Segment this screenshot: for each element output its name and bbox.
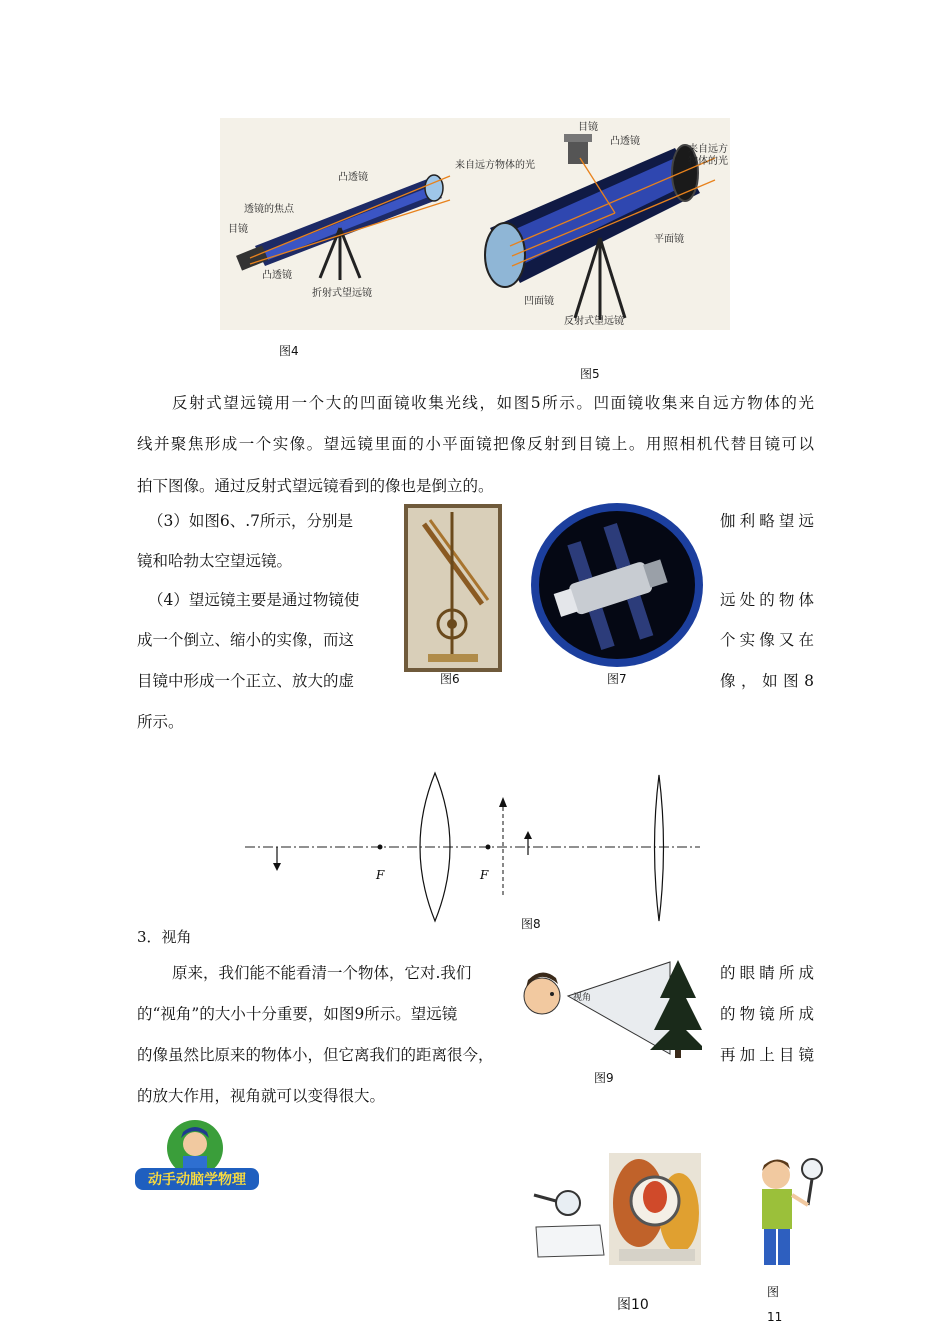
fig8-caption: 图8 [521, 917, 541, 931]
para3-right1: 远处的物体 [720, 591, 814, 609]
fig5-label-convex: 凸透镜 [610, 136, 640, 147]
para4-left4: 的放大作用，视角就可以变得很大。 [137, 1087, 386, 1105]
fig5-caption: 图5 [580, 367, 600, 381]
para1-line2: 线并聚焦形成一个实像。望远镜里面的小平面镜把像反射到目镜上。用照相机代替目镜可以 [137, 435, 814, 453]
fig7-hubble-image [530, 502, 704, 668]
para2-right1: 伽利略望远 [720, 512, 814, 530]
para3-left4: 所示。 [137, 713, 184, 731]
eyepiece-lens [655, 775, 664, 921]
para4-right1: 的眼睛所成 [720, 964, 814, 982]
telescopes-svg [220, 118, 730, 330]
para2-left2: 镜和哈勃太空望远镜。 [137, 552, 293, 570]
fig9-angle-label: 视角 [573, 993, 592, 1003]
para3-left3: 目镜中形成一个正立、放大的虚 [137, 672, 355, 690]
para1-line1: 反射式望远镜用一个大的凹面镜收集光线，如图5所示。凹面镜收集来自远方物体的光 [172, 394, 814, 412]
para1-line3: 拍下图像。通过反射式望远镜看到的像也是倒立的。 [137, 477, 494, 495]
focal-label-right: F [480, 868, 489, 882]
fig6-galileo-telescope-image [404, 504, 502, 672]
fig11-boy-with-magnifier-image [750, 1145, 830, 1270]
fig5-label-name: 反射式望远镜 [564, 316, 624, 327]
figure-4-5-illustration [220, 118, 730, 330]
fig10-balloon-photo [609, 1153, 701, 1265]
fig4-caption: 图4 [279, 344, 299, 358]
fig4-label-name: 折射式望远镜 [312, 288, 372, 299]
badge-text: 动手动脑学物理 [148, 1172, 246, 1188]
fig5-label-concave-mirror: 凹面镜 [524, 296, 554, 307]
para4-left2: 的“视角”的大小十分重要，如图9所示。望远镜 [137, 1005, 458, 1023]
hands-on-badge [133, 1118, 263, 1198]
fig8-optics-diagram [240, 765, 710, 930]
object-arrow [273, 863, 281, 871]
para3-right3: 像，如图8 [720, 672, 814, 690]
fig9-caption: 图9 [594, 1071, 614, 1085]
fig6-caption: 图6 [440, 672, 460, 686]
fig4-label-light: 来自远方物体的光 [455, 160, 535, 171]
fig4-label-convex-top: 凸透镜 [338, 172, 368, 183]
fig5-label-plane-mirror: 平面镜 [654, 234, 684, 245]
fig4-label-eyepiece: 目镜 [228, 224, 248, 235]
fig5-label-light-2: 物体的光 [688, 156, 728, 167]
fig11-caption-2: 11 [767, 1310, 783, 1324]
para3-right2: 个实像又在 [720, 631, 814, 649]
fig7-caption: 图7 [607, 672, 627, 686]
fig10-caption: 图10 [617, 1297, 649, 1313]
fig4-label-convex-bottom: 凸透镜 [262, 270, 292, 281]
para4-right2: 的物镜所成 [720, 1005, 814, 1023]
fig9-viewing-angle-illustration [520, 958, 702, 1058]
fig11-caption-1: 图 [767, 1285, 780, 1299]
fig5-label-eyepiece: 目镜 [578, 122, 598, 133]
section3-heading: 3．视角 [137, 928, 192, 946]
fig10-magnifier-image [530, 1155, 610, 1260]
para2-left1: （3）如图6、.7所示，分别是 [148, 512, 354, 530]
fig4-label-focus: 透镜的焦点 [244, 204, 294, 215]
para3-left1: （4）望远镜主要是通过物镜使 [148, 591, 360, 609]
focal-point-right [486, 845, 491, 850]
fig5-label-light-1: 来自远方 [688, 144, 728, 155]
para4-left1: 原来，我们能不能看清一个物体，它对.我们 [172, 964, 472, 982]
para4-right3: 再加上目镜 [720, 1046, 814, 1064]
para4-left3: 的像虽然比原来的物体小，但它离我们的距离很今， [137, 1046, 494, 1064]
para3-left2: 成一个倒立、缩小的实像，而这 [137, 631, 355, 649]
focal-label-left: F [376, 868, 385, 882]
focal-point-left [378, 845, 383, 850]
